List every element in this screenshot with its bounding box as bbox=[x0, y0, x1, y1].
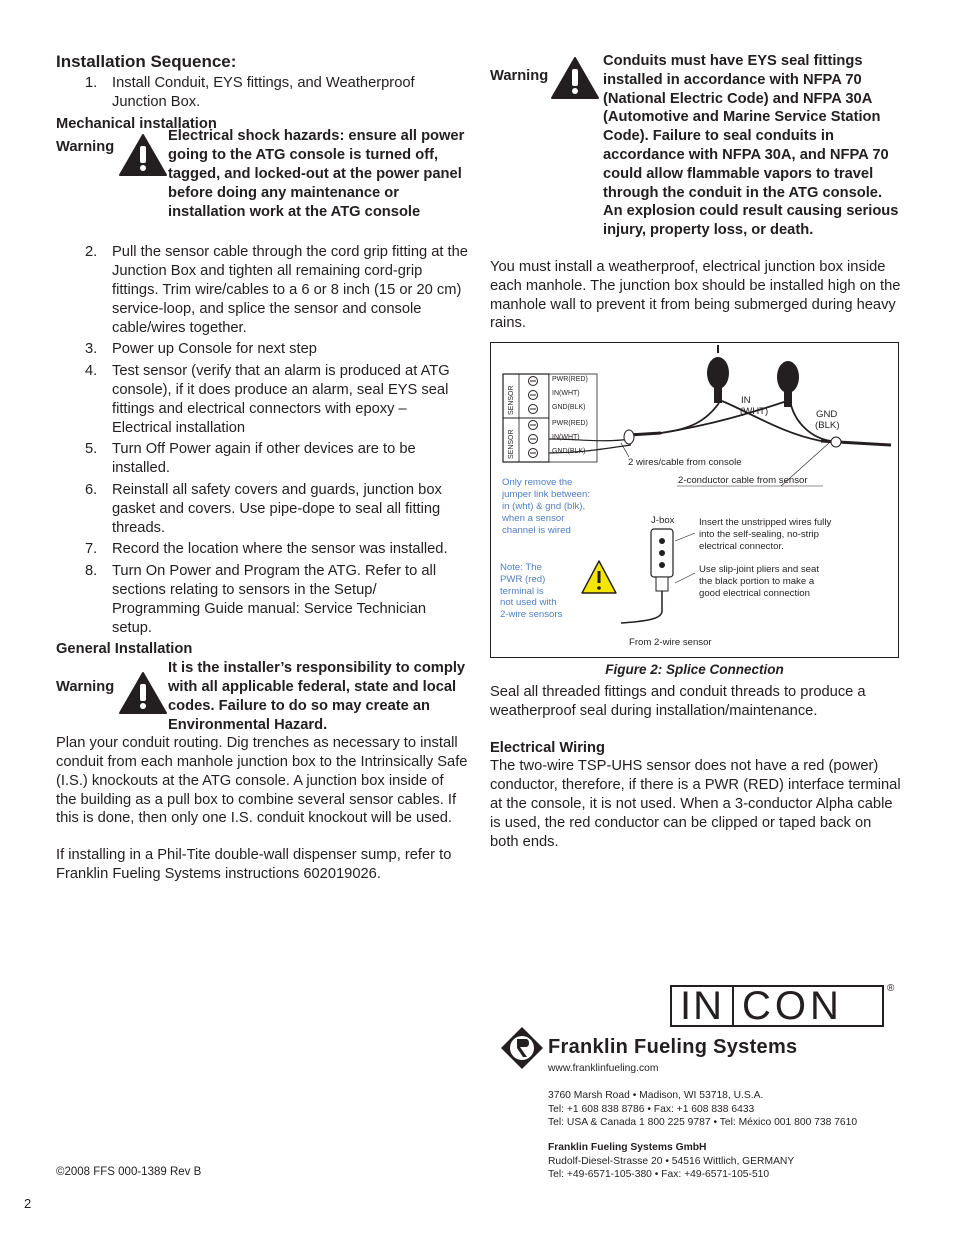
germany-address: Franklin Fueling Systems GmbH Rudolf-Diesel-Strasse 20 • 54516 Wittlich, GERMANY Tel: +49-6571-105-380 • Fax: +49-6571-105-510 bbox=[548, 1142, 795, 1180]
general-installation-heading: General Installation bbox=[56, 641, 193, 658]
franklin-logo-icon bbox=[500, 1026, 544, 1070]
insert-instruction: Insert the unstripped wires fully into the self-sealing, no-strip electrical connector. bbox=[699, 517, 832, 552]
right-lower-text bbox=[490, 683, 902, 851]
wire-connector-in bbox=[707, 345, 729, 403]
logo-con: CON bbox=[742, 984, 843, 1028]
warning-triangle-icon bbox=[550, 56, 600, 100]
warning-label: Warning bbox=[56, 679, 115, 696]
conduit-routing-paragraph: Plan your conduit routing. Dig trenches as necessary to install conduit from each manhole junction box to the Intrinsically Safe (I.S.) knockouts at the ATG console. A junction box inside of the building as a pull box to combine several sensor cables. If this is done, then only one I.S. conduit knockout will be used. bbox=[56, 735, 468, 827]
logo-in: IN bbox=[680, 984, 724, 1028]
terminal-label: GND(BLK) bbox=[552, 448, 586, 455]
step-list-2 bbox=[56, 243, 468, 637]
splice-diagram bbox=[491, 343, 898, 657]
company-name: Franklin Fueling Systems bbox=[548, 1036, 798, 1058]
blk-label: (BLK) bbox=[815, 420, 840, 431]
gnd-label: GND bbox=[816, 409, 838, 420]
step-5: 5. Turn Off Power again if other devices are to be installed. bbox=[85, 441, 416, 477]
sensor-vertical-label: SENSOR bbox=[508, 429, 515, 459]
electrical-wiring-paragraph: The two-wire TSP-UHS sensor does not have a red (power) conductor, therefore, if there is a PWR (RED) interface terminal at the console, it is not used. When a 3-conductor Alpha cable is used, the red conductor can be clipped or taped back on both ends. bbox=[490, 758, 901, 850]
page-number: 2 bbox=[24, 1196, 32, 1211]
jumper-note: Only remove the jumper link between: in (wht) & gnd (blk), when a sensor channel is wired bbox=[502, 477, 590, 536]
step-1: 1. Install Conduit, EYS fittings, and Weatherproof Junction Box. bbox=[85, 75, 415, 110]
terminal-label: GND(BLK) bbox=[552, 404, 586, 411]
company-url[interactable]: www.franklinfueling.com bbox=[548, 1063, 659, 1074]
franklin-logo bbox=[500, 1026, 544, 1075]
warning-text: It is the installer’s responsibility to comply with all applicable federal, state and local codes. Failure to do so may create an Environmental Hazard. bbox=[168, 660, 466, 733]
incon-logo bbox=[670, 983, 895, 1031]
jbox-label: J-box bbox=[651, 515, 675, 526]
step-3: 3. Power up Console for next step bbox=[85, 341, 317, 358]
slip-joint-instruction: Use slip-joint pliers and seat the black portion to make a good electrical connection bbox=[699, 564, 819, 599]
step-list-1 bbox=[56, 74, 468, 112]
warning-text: Conduits must have EYS seal fittings installed in accordance with NFPA 70 (National Electric Code) and NFPA 30A (Automotive and Marine Service Station Code). Failure to seal conduits in accordance with NFPA 30A, and NFPA 70 could allow flammable vapors to travel through the conduit in the ATG console. An explosion could result causing serious injury, property loss, or death. bbox=[603, 53, 899, 239]
in-label: IN bbox=[741, 395, 751, 406]
caution-icon bbox=[582, 561, 616, 593]
warning-triangle-icon bbox=[118, 671, 168, 715]
junction-box-paragraph: You must install a weatherproof, electrical junction box inside each manhole. The junction box should be installed high on the manhole wall to prevent it from being submerged during heavy rains. bbox=[490, 259, 901, 332]
wire-connector-gnd bbox=[777, 361, 799, 407]
wires-from-console-label: 2 wires/cable from console bbox=[628, 457, 742, 468]
left-column bbox=[56, 50, 468, 884]
seal-paragraph: Seal all threaded fittings and conduit threads to produce a weatherproof seal during installation/maintenance. bbox=[490, 684, 866, 719]
step-4: 4. Test sensor (verify that an alarm is produced at ATG console), if it does produce an alarm, seal EYS seal fittings and electrical connectors with epoxy – Electrical installation bbox=[85, 363, 450, 436]
electrical-wiring-heading: Electrical Wiring bbox=[490, 739, 605, 756]
incon-logo-box bbox=[670, 985, 884, 1027]
right-column bbox=[490, 50, 902, 333]
from-sensor-label: From 2-wire sensor bbox=[629, 637, 712, 648]
mechanical-installation-heading: Mechanical installation bbox=[56, 115, 217, 132]
conductor-from-sensor-label: 2-conductor cable from sensor bbox=[678, 475, 808, 486]
terminal-label: IN(WHT) bbox=[552, 434, 580, 441]
installation-sequence-title: Installation Sequence: bbox=[56, 52, 237, 71]
step-6: 6. Reinstall all safety covers and guards, junction box gasket and covers. Use pipe-dope to seal all fitting threads. bbox=[85, 481, 442, 536]
warning-conduits-eys bbox=[490, 50, 902, 258]
terminal-label: PWR(RED) bbox=[552, 420, 588, 427]
us-address: 3760 Marsh Road • Madison, WI 53718, U.S.A. Tel: +1 608 838 8786 • Fax: +1 608 838 6433 Tel: USA & Canada 1 800 225 9787 • Tel: México 001 800 738 7610 bbox=[548, 1090, 858, 1128]
step-2: 2. Pull the sensor cable through the cord grip fitting at the Junction Box and tighten all remaining cord-grip fittings. Trim wire/cables to a 6 or 8 inch (15 or 20 cm) service-loop, and splice the sensor and console cable/wires together. bbox=[85, 244, 468, 336]
warning-label: Warning bbox=[56, 139, 115, 156]
warning-electrical-shock bbox=[56, 128, 468, 245]
splice-connection-figure bbox=[490, 342, 899, 658]
terminal-label: PWR(RED) bbox=[552, 376, 588, 383]
wht-label: (WHT) bbox=[740, 406, 769, 417]
warning-text: Electrical shock hazards: ensure all power going to the ATG console is turned off, tagged, and locked-out at the power panel before doing any maintenance or installation work at the ATG console bbox=[168, 128, 465, 220]
registered-mark: ® bbox=[887, 983, 895, 994]
warning-installer-responsibility bbox=[56, 659, 468, 734]
step-8: 8. Turn On Power and Program the ATG. Refer to all sections relating to sensors in the Setup/ Programming Guide manual: Service Technician setup. bbox=[85, 563, 437, 636]
figure-caption: Figure 2: Splice Connection bbox=[605, 662, 784, 677]
copyright: ©2008 FFS 000-1389 Rev B bbox=[56, 1166, 202, 1178]
phil-tite-paragraph: If installing in a Phil-Tite double-wall dispenser sump, refer to Franklin Fueling Systems instructions 602019026. bbox=[56, 847, 452, 882]
sensor-vertical-label: SENSOR bbox=[508, 385, 515, 415]
step-7: 7. Record the location where the sensor was installed. bbox=[85, 541, 448, 558]
pwr-note: Note: The PWR (red) terminal is not used with 2-wire sensors bbox=[500, 562, 563, 620]
terminal-label: IN(WHT) bbox=[552, 390, 580, 397]
warning-triangle-icon bbox=[118, 133, 168, 177]
warning-label: Warning bbox=[490, 68, 549, 84]
